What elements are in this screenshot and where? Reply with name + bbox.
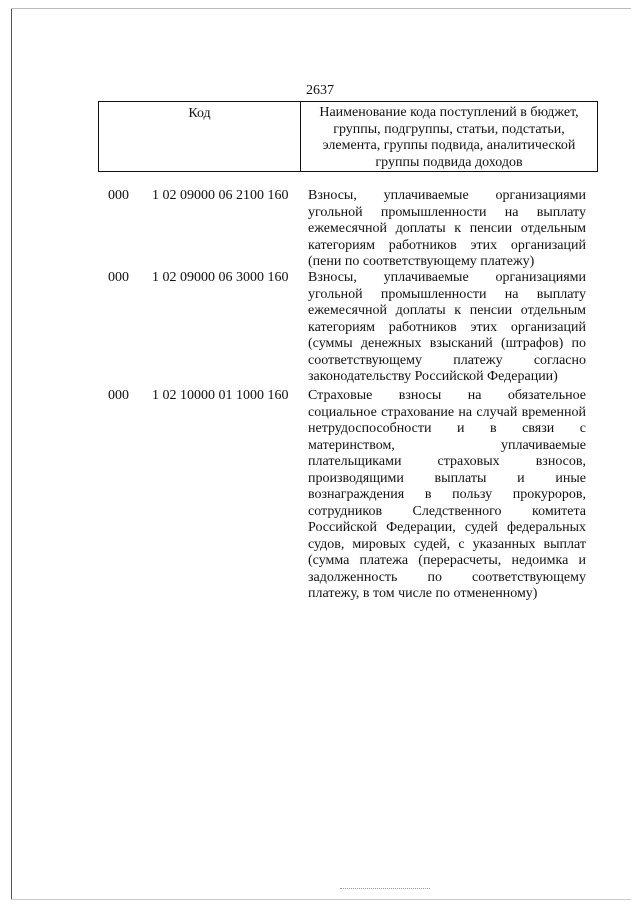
description-line: задолженность по соответствующему: [308, 569, 586, 585]
admin-code: 000: [108, 270, 129, 285]
description-line: материнством, уплачиваемые: [308, 437, 586, 453]
row-description: [308, 270, 586, 386]
header-code-cell: Код: [99, 102, 301, 171]
description-line: (сумма платежа (перерасчеты, недоимка и: [308, 553, 586, 568]
description-line: судов, мировых судей, с указанных выплат: [308, 536, 586, 552]
header-name-cell: [301, 102, 597, 171]
description-line: ежемесячной доплаты к пенсии отдельным: [308, 221, 586, 236]
scan-artifact-line: [340, 888, 430, 890]
header-name-line: группы, подгруппы, статьи, подстатьи,: [333, 121, 565, 137]
description-line: платежу, в том числе по отмененному): [308, 586, 538, 601]
description-line: сотрудников Следственного комитета: [308, 503, 586, 519]
page-number: 2637: [306, 83, 334, 98]
description-line: угольной промышленности на выплату: [308, 286, 586, 302]
description-line: категориям работников этих организаций: [308, 319, 586, 335]
row-description: [308, 188, 586, 271]
page-border-top: [11, 8, 631, 9]
description-line: Взносы, уплачиваемые организациями: [308, 270, 586, 285]
description-line: Российской Федерации, судей федеральных: [308, 520, 586, 535]
description-line: Взносы, уплачиваемые организациями: [308, 188, 586, 203]
description-line: социальное страхование на случай временной: [308, 404, 586, 420]
page-border-bottom: [11, 899, 631, 900]
description-line: угольной промышленности на выплату: [308, 204, 586, 220]
header-name-line: элемента, группы подвида, аналитической: [322, 138, 576, 153]
description-line: вознаграждения в пользу прокуроров,: [308, 487, 586, 502]
kbk-code: 1 02 09000 06 3000 160: [152, 270, 289, 285]
description-line: производящими выплаты и иные: [308, 470, 586, 486]
description-line: Страховые взносы на обязательное: [308, 388, 586, 403]
page-border-left: [11, 8, 12, 900]
admin-code: 000: [108, 188, 129, 203]
description-line: (пени по соответствующему платежу): [308, 254, 535, 269]
kbk-code: 1 02 10000 01 1000 160: [152, 388, 289, 403]
description-line: плательщиками страховых взносов,: [308, 454, 586, 469]
row-description: [308, 388, 586, 603]
table-header: [98, 101, 598, 172]
description-line: нетрудоспособности и в связи с: [308, 421, 586, 436]
header-name-line: группы подвида доходов: [375, 154, 523, 170]
description-line: соответствующему платежу согласно: [308, 352, 586, 368]
admin-code: 000: [108, 388, 129, 403]
kbk-code: 1 02 09000 06 2100 160: [152, 188, 289, 203]
description-line: (суммы денежных взысканий (штрафов) по: [308, 336, 586, 351]
header-name-line: Наименование кода поступлений в бюджет,: [319, 105, 579, 120]
description-line: категориям работников этих организаций: [308, 237, 586, 253]
description-line: законодательству Российской Федерации): [308, 369, 558, 384]
description-line: ежемесячной доплаты к пенсии отдельным: [308, 303, 586, 318]
